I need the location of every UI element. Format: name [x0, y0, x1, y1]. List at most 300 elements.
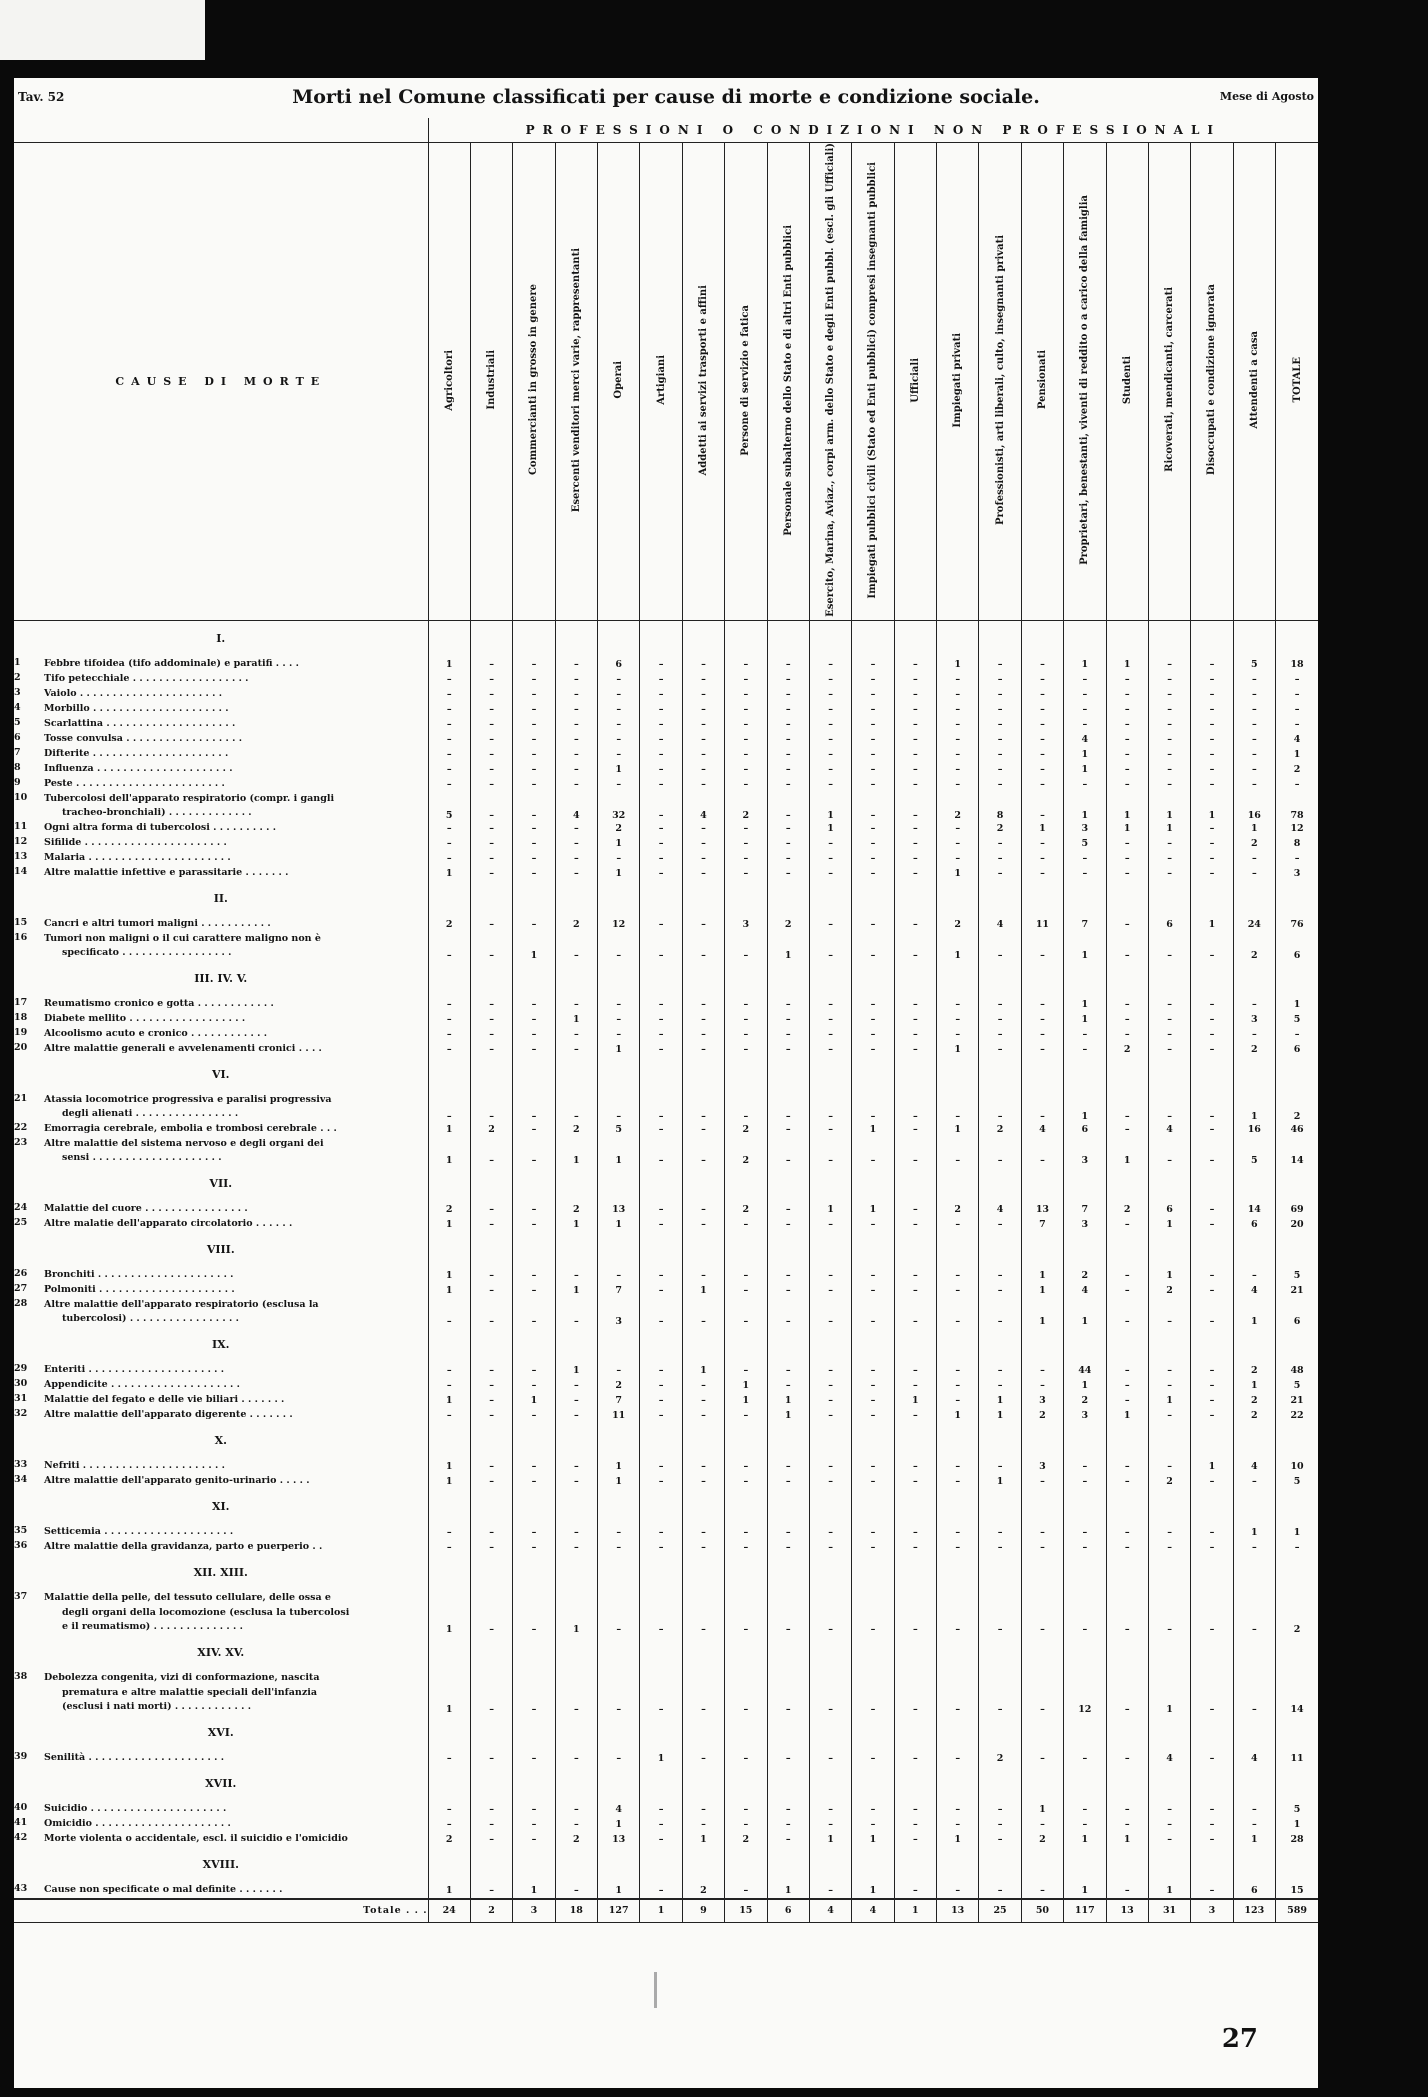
empty-cell [555, 1847, 597, 1883]
value-cell: – [767, 1378, 809, 1393]
cause-cell [14, 1408, 428, 1423]
value-cell: 2 [937, 917, 979, 932]
value-cell: 4 [1064, 1283, 1106, 1298]
value-cell: – [640, 1883, 682, 1899]
cause-label: Tosse convulsa . . . . . . . . . . . . . . . . . . [44, 733, 242, 745]
empty-cell [894, 1057, 936, 1093]
value-cell: – [937, 1363, 979, 1378]
empty-cell [1233, 1423, 1275, 1459]
empty-cell [1191, 1057, 1233, 1093]
empty-cell [809, 1715, 851, 1751]
value-cell: – [1148, 1802, 1190, 1817]
value-cell: – [428, 1802, 470, 1817]
value-cell: – [640, 777, 682, 792]
value-cell: 1 [640, 1751, 682, 1766]
section-label: XVIII. [202, 1858, 239, 1872]
empty-cell [1021, 1166, 1063, 1202]
empty-cell [937, 1847, 979, 1883]
empty-cell [682, 1166, 724, 1202]
value-cell: – [1233, 851, 1275, 866]
value-cell: 3 [1021, 1393, 1063, 1408]
value-cell: 1 [1021, 1268, 1063, 1283]
cause-label: Altre malattie dell'apparato respiratorio (esclusa la [44, 1298, 319, 1310]
empty-cell [1106, 1715, 1148, 1751]
row-number: 6 [14, 732, 21, 744]
value-cell: 123 [1233, 1899, 1275, 1923]
value-cell: – [1106, 1751, 1148, 1766]
value-cell: 1 [598, 836, 640, 851]
value-cell: – [598, 997, 640, 1012]
row-number: 23 [14, 1136, 28, 1148]
value-cell: – [598, 851, 640, 866]
value-cell: – [1148, 932, 1190, 961]
empty-cell [937, 1715, 979, 1751]
empty-cell [1064, 1166, 1106, 1202]
value-cell: – [555, 836, 597, 851]
value-cell: – [979, 866, 1021, 881]
table-row [14, 747, 1318, 762]
row-number: 12 [14, 836, 28, 848]
value-cell: 2 [682, 1883, 724, 1899]
section-row [14, 1057, 1318, 1093]
table-row [14, 762, 1318, 777]
empty-cell [1064, 1715, 1106, 1751]
value-cell: – [937, 836, 979, 851]
total-cell: 1 [1276, 997, 1319, 1012]
value-cell: 13 [598, 1832, 640, 1847]
empty-cell [1064, 1423, 1106, 1459]
value-cell: – [1106, 1217, 1148, 1232]
value-cell: – [1148, 851, 1190, 866]
value-cell: – [640, 1525, 682, 1540]
total-cell: 6 [1276, 1298, 1319, 1327]
value-cell: – [979, 1459, 1021, 1474]
value-cell: – [894, 1122, 936, 1137]
column-header: Impiegati privati [937, 143, 979, 621]
value-cell: – [937, 732, 979, 747]
value-cell: – [1191, 1363, 1233, 1378]
empty-cell [852, 881, 894, 917]
value-cell: – [767, 1093, 809, 1122]
value-cell: – [682, 1525, 724, 1540]
value-cell: 1 [1064, 1883, 1106, 1899]
value-cell: 1 [937, 1122, 979, 1137]
row-number: 42 [14, 1832, 28, 1844]
row-number: 30 [14, 1378, 28, 1390]
value-cell: – [809, 1122, 851, 1137]
empty-cell [598, 961, 640, 997]
section-row [14, 881, 1318, 917]
empty-cell [1106, 1635, 1148, 1671]
total-cell: 589 [1276, 1899, 1319, 1923]
empty-cell [1064, 1232, 1106, 1268]
value-cell: – [682, 1093, 724, 1122]
value-cell: – [937, 777, 979, 792]
empty-cell [640, 881, 682, 917]
value-cell: – [1106, 1883, 1148, 1899]
value-cell: – [1191, 702, 1233, 717]
value-cell: 4 [809, 1899, 851, 1923]
value-cell: – [852, 866, 894, 881]
table-row [14, 1283, 1318, 1298]
column-header: Ricoverati, mendicanti, carcerati [1148, 143, 1190, 621]
value-cell: – [555, 1883, 597, 1899]
column-header: Industriali [470, 143, 512, 621]
empty-cell [937, 961, 979, 997]
total-cell: – [1276, 687, 1319, 702]
cause-label: Influenza . . . . . . . . . . . . . . . . . . . . . [44, 763, 233, 775]
value-cell: 4 [1021, 1122, 1063, 1137]
empty-cell [725, 961, 767, 997]
empty-cell [1191, 1715, 1233, 1751]
value-cell: – [809, 1817, 851, 1832]
empty-cell [809, 1166, 851, 1202]
section-row [14, 620, 1318, 657]
empty-cell [979, 1327, 1021, 1363]
empty-cell [1021, 1057, 1063, 1093]
section-cell [14, 1635, 428, 1671]
column-headers-row [14, 143, 1318, 621]
empty-cell [809, 1635, 851, 1671]
value-cell: – [470, 1408, 512, 1423]
value-cell: – [894, 1751, 936, 1766]
empty-cell [1148, 881, 1190, 917]
row-number: 19 [14, 1027, 28, 1039]
value-cell: – [1064, 1751, 1106, 1766]
value-cell: – [1021, 792, 1063, 821]
value-cell: – [809, 672, 851, 687]
value-cell: – [428, 747, 470, 762]
empty-cell [598, 1489, 640, 1525]
empty-cell [1276, 1232, 1319, 1268]
cause-label: Malattie del fegato e delle vie biliari . . . . . . . [44, 1394, 285, 1406]
value-cell: – [767, 1802, 809, 1817]
value-cell: – [852, 717, 894, 732]
value-cell: 1 [1148, 1393, 1190, 1408]
row-number: 36 [14, 1540, 28, 1552]
value-cell: – [1233, 1027, 1275, 1042]
value-cell: – [809, 866, 851, 881]
empty-cell [1064, 1635, 1106, 1671]
cause-cell [14, 1525, 428, 1540]
value-cell: 16 [1233, 1122, 1275, 1137]
cause-label: Scarlattina . . . . . . . . . . . . . . . . . . . . [44, 718, 236, 730]
empty-cell [1021, 1327, 1063, 1363]
value-cell: 1 [598, 1474, 640, 1489]
value-cell: – [725, 1883, 767, 1899]
row-number: 20 [14, 1042, 28, 1054]
cause-label: Bronchiti . . . . . . . . . . . . . . . . . . . . . [44, 1269, 234, 1281]
empty-cell [640, 1847, 682, 1883]
value-cell: 1 [767, 1393, 809, 1408]
value-cell: – [513, 747, 555, 762]
value-cell: – [767, 1540, 809, 1555]
value-cell: – [640, 1378, 682, 1393]
value-cell: – [1191, 762, 1233, 777]
cause-label: Cause non specificate o mal definite . . . . . . . [44, 1884, 283, 1896]
empty-cell [1148, 1489, 1190, 1525]
value-cell: 2 [725, 1202, 767, 1217]
cause-label: Vaiolo . . . . . . . . . . . . . . . . . . . . . . [44, 688, 223, 700]
empty-cell [640, 1766, 682, 1802]
empty-cell [937, 1327, 979, 1363]
value-cell: – [555, 1298, 597, 1327]
row-number: 8 [14, 762, 21, 774]
cause-label: e il reumatismo) . . . . . . . . . . . . . . [62, 1621, 243, 1633]
total-cell: – [1276, 1540, 1319, 1555]
empty-cell [598, 881, 640, 917]
value-cell: – [809, 1525, 851, 1540]
value-cell: – [1191, 1591, 1233, 1635]
value-cell: – [767, 866, 809, 881]
value-cell: – [513, 1802, 555, 1817]
value-cell: – [725, 1591, 767, 1635]
value-cell: – [682, 732, 724, 747]
empty-cell [725, 1715, 767, 1751]
value-cell: – [555, 687, 597, 702]
value-cell: 1 [598, 762, 640, 777]
cause-cell [14, 1378, 428, 1393]
row-number: 1 [14, 657, 21, 669]
value-cell: 1 [598, 866, 640, 881]
value-cell: – [1191, 1832, 1233, 1847]
empty-cell [1276, 881, 1319, 917]
value-cell: 1 [1064, 657, 1106, 672]
value-cell: – [682, 1393, 724, 1408]
section-cell [14, 1166, 428, 1202]
empty-cell [470, 1327, 512, 1363]
value-cell: – [1106, 1012, 1148, 1027]
cause-label: Emorragia cerebrale, embolia e trombosi cerebrale . . . [44, 1123, 337, 1135]
value-cell: – [767, 851, 809, 866]
empty-cell [852, 1635, 894, 1671]
value-cell: 1 [1064, 1012, 1106, 1027]
column-header: Persone di servizio e fatica [725, 143, 767, 621]
section-row [14, 1489, 1318, 1525]
table-row [14, 1408, 1318, 1423]
value-cell: 1 [767, 932, 809, 961]
total-cell: 5 [1276, 1268, 1319, 1283]
value-cell: – [513, 672, 555, 687]
value-cell: 2 [470, 1122, 512, 1137]
cause-cell [14, 702, 428, 717]
value-cell: 117 [1064, 1899, 1106, 1923]
value-cell: – [894, 1268, 936, 1283]
column-header: Attendenti a casa [1233, 143, 1275, 621]
empty-cell [725, 1635, 767, 1671]
value-cell: – [725, 1027, 767, 1042]
value-cell: – [1106, 1802, 1148, 1817]
value-cell: – [979, 657, 1021, 672]
column-header: Artigiani [640, 143, 682, 621]
value-cell: 1 [682, 1363, 724, 1378]
value-cell: 2 [428, 917, 470, 932]
value-cell: – [1148, 777, 1190, 792]
value-cell: 1 [1233, 821, 1275, 836]
cause-cell [14, 821, 428, 836]
value-cell: – [937, 1525, 979, 1540]
value-cell: – [725, 672, 767, 687]
empty-cell [1276, 1715, 1319, 1751]
value-cell: – [470, 1093, 512, 1122]
empty-cell [428, 1327, 470, 1363]
value-cell: – [937, 1298, 979, 1327]
value-cell: – [555, 777, 597, 792]
value-cell: – [598, 1093, 640, 1122]
empty-cell [470, 1057, 512, 1093]
value-cell: 8 [979, 792, 1021, 821]
value-cell: – [809, 1042, 851, 1057]
value-cell: 1 [767, 1883, 809, 1899]
value-cell: – [1106, 1671, 1148, 1715]
value-cell: 1 [1106, 1832, 1148, 1847]
value-cell: 12 [598, 917, 640, 932]
value-cell: 1 [1148, 821, 1190, 836]
value-cell: – [809, 747, 851, 762]
value-cell: – [555, 821, 597, 836]
cause-cell [14, 1591, 428, 1635]
value-cell: – [682, 851, 724, 866]
value-cell: – [555, 1817, 597, 1832]
cause-label: Peste . . . . . . . . . . . . . . . . . . . . . . . [44, 778, 225, 790]
value-cell: – [682, 1137, 724, 1166]
value-cell: – [640, 997, 682, 1012]
value-cell: – [1191, 866, 1233, 881]
empty-cell [682, 1489, 724, 1525]
value-cell: – [852, 657, 894, 672]
value-cell: – [555, 866, 597, 881]
value-cell: – [809, 1378, 851, 1393]
value-cell: – [725, 866, 767, 881]
total-cell: 1 [1276, 1525, 1319, 1540]
empty-cell [555, 1166, 597, 1202]
empty-cell [767, 961, 809, 997]
row-number: 7 [14, 747, 21, 759]
value-cell: – [640, 1540, 682, 1555]
value-cell: 1 [555, 1137, 597, 1166]
value-cell: – [894, 762, 936, 777]
empty-cell [979, 1847, 1021, 1883]
cause-label: Senilità . . . . . . . . . . . . . . . . . . . . . [44, 1752, 225, 1764]
value-cell: – [1191, 1883, 1233, 1899]
value-cell: – [725, 1817, 767, 1832]
value-cell: 24 [1233, 917, 1275, 932]
value-cell: 2 [725, 792, 767, 821]
cause-cell [14, 672, 428, 687]
empty-cell [1276, 1327, 1319, 1363]
empty-cell [852, 1232, 894, 1268]
table-row [14, 1137, 1318, 1166]
empty-cell [1191, 1327, 1233, 1363]
value-cell: – [767, 702, 809, 717]
value-cell: – [725, 777, 767, 792]
value-cell: – [470, 1027, 512, 1042]
value-cell: 2 [555, 917, 597, 932]
page-header [14, 78, 1318, 118]
value-cell: 1 [1233, 1525, 1275, 1540]
value-cell: – [682, 997, 724, 1012]
row-number: 25 [14, 1217, 28, 1229]
section-label: I. [216, 632, 226, 646]
value-cell: – [809, 1217, 851, 1232]
value-cell: – [640, 1802, 682, 1817]
table-row [14, 917, 1318, 932]
value-cell: 1 [937, 1832, 979, 1847]
empty-cell [1233, 961, 1275, 997]
empty-cell [937, 1489, 979, 1525]
cause-label: Polmoniti . . . . . . . . . . . . . . . . . . . . . [44, 1284, 235, 1296]
empty-cell [640, 1635, 682, 1671]
value-cell: 2 [1021, 1832, 1063, 1847]
value-cell: – [1064, 866, 1106, 881]
value-cell: – [1106, 747, 1148, 762]
value-cell: 3 [1191, 1899, 1233, 1923]
value-cell: – [470, 1363, 512, 1378]
value-cell: – [894, 747, 936, 762]
value-cell: 14 [1233, 1202, 1275, 1217]
value-cell: – [937, 1591, 979, 1635]
value-cell: – [1191, 821, 1233, 836]
value-cell: – [428, 1817, 470, 1832]
value-cell: – [1064, 1027, 1106, 1042]
empty-cell [513, 1327, 555, 1363]
row-number: 21 [14, 1092, 28, 1104]
value-cell: – [470, 792, 512, 821]
value-cell: – [937, 717, 979, 732]
total-cell: 11 [1276, 1751, 1319, 1766]
value-cell: – [809, 1883, 851, 1899]
section-label: II. [213, 892, 228, 906]
cause-label: Altre malattie della gravidanza, parto e puerperio . . [44, 1541, 323, 1553]
value-cell: – [809, 836, 851, 851]
value-cell: – [979, 702, 1021, 717]
value-cell: – [894, 836, 936, 851]
value-cell: 1 [1148, 1883, 1190, 1899]
value-cell: – [725, 932, 767, 961]
value-cell: – [725, 1093, 767, 1122]
cause-cell [14, 1027, 428, 1042]
value-cell: – [1106, 672, 1148, 687]
table-row [14, 657, 1318, 672]
value-cell: – [470, 1817, 512, 1832]
value-cell: – [937, 1137, 979, 1166]
value-cell: – [979, 1093, 1021, 1122]
value-cell: – [513, 1751, 555, 1766]
empty-cell [1148, 1057, 1190, 1093]
empty-cell [809, 620, 851, 657]
empty-cell [767, 1327, 809, 1363]
value-cell: – [767, 1027, 809, 1042]
column-header: Professionisti, arti liberali, culto, insegnanti privati [979, 143, 1021, 621]
cause-label: Febbre tifoidea (tifo addominale) e paratifi . . . . [44, 658, 299, 670]
empty-cell [1106, 1423, 1148, 1459]
professions-header-row [14, 118, 1318, 143]
value-cell: – [640, 1093, 682, 1122]
scan-corner [0, 0, 205, 60]
value-cell: – [555, 1042, 597, 1057]
value-cell: – [979, 1268, 1021, 1283]
value-cell: – [513, 1474, 555, 1489]
value-cell: 1 [1106, 792, 1148, 821]
value-cell: – [937, 1883, 979, 1899]
value-cell: – [513, 1298, 555, 1327]
cause-cell [14, 1217, 428, 1232]
value-cell: – [682, 657, 724, 672]
cause-label: sensi . . . . . . . . . . . . . . . . . . . . [62, 1152, 222, 1164]
row-number: 28 [14, 1297, 28, 1309]
empty-cell [682, 1327, 724, 1363]
value-cell: – [1064, 1459, 1106, 1474]
